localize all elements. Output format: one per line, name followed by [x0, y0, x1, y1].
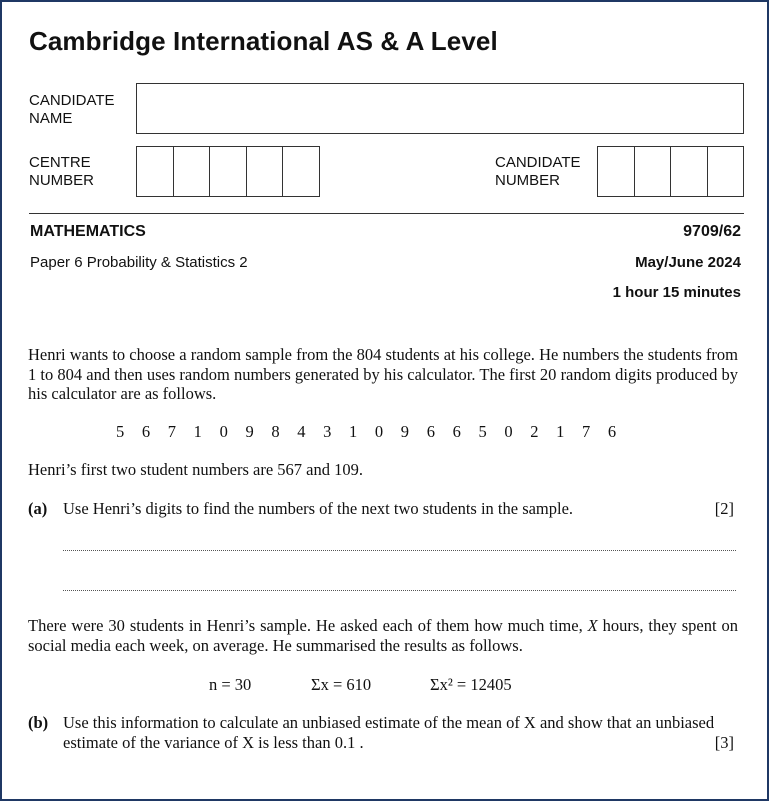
random-digit: 6 — [452, 422, 461, 441]
candidate-number-label — [495, 154, 581, 190]
candidate-name-label-line2: NAME — [29, 110, 73, 127]
candidate-number-label-line1: CANDIDATE — [495, 154, 581, 171]
random-digit: 5 — [116, 422, 125, 441]
candidate-number-digit-box[interactable] — [707, 147, 744, 196]
part-b-label: (b) — [28, 713, 49, 732]
candidate-name-label — [29, 92, 115, 128]
candidate-number-digit-box[interactable] — [598, 147, 634, 196]
answer-line[interactable] — [63, 590, 736, 591]
random-digit: 1 — [556, 422, 565, 441]
centre-number-digit-box[interactable] — [246, 147, 283, 196]
random-digit: 6 — [426, 422, 435, 441]
random-digit: 9 — [400, 422, 410, 441]
stat-sum-x-squared: Σx² = 12405 — [430, 675, 512, 694]
subject-name: MATHEMATICS — [30, 223, 146, 240]
survey-text-start: There were 30 students in Henri’s sample. He asked each of them how much time, — [28, 616, 588, 635]
stat-sum-x: Σx = 610 — [311, 675, 372, 694]
part-a-text: Use Henri’s digits to find the numbers of the next two students in the sample. — [63, 499, 574, 518]
answer-line[interactable] — [63, 550, 736, 551]
random-digit: 0 — [374, 422, 384, 441]
random-digit: 5 — [478, 422, 487, 441]
candidate-name-label-line1: CANDIDATE — [29, 92, 115, 109]
survey-text — [28, 616, 738, 655]
random-digit: 2 — [530, 422, 539, 441]
random-digit: 7 — [582, 422, 591, 441]
header-divider — [29, 213, 744, 214]
random-digit: 7 — [167, 422, 177, 441]
stat-n: n = 30 — [209, 675, 252, 694]
centre-number-digit-box[interactable] — [282, 147, 319, 196]
random-digit: 1 — [193, 422, 202, 441]
survey-text-end: hours, they spent on social media each week, on average. He summarised the results as follows. — [28, 616, 739, 655]
centre-number-digit-box[interactable] — [137, 147, 173, 196]
random-digits — [116, 422, 634, 442]
part-b-marks: [3] — [714, 733, 734, 752]
random-digit: 8 — [271, 422, 280, 441]
candidate-number-digit-box[interactable] — [634, 147, 671, 196]
candidate-name-field[interactable] — [136, 83, 744, 134]
part-b-text-line1: Use this information to calculate an unbiased estimate of the mean of X and show that an unbiased — [63, 713, 715, 732]
paper-title: Paper 6 Probability & Statistics 2 — [30, 254, 248, 271]
exam-session: May/June 2024 — [635, 254, 741, 271]
candidate-number-label-line2: NUMBER — [495, 172, 561, 189]
centre-number-digit-box[interactable] — [209, 147, 246, 196]
random-digit: 1 — [349, 422, 358, 441]
exam-duration: 1 hour 15 minutes — [612, 284, 741, 301]
random-digit: 6 — [607, 422, 617, 441]
random-digit: 0 — [219, 422, 228, 441]
centre-number-field[interactable] — [136, 146, 320, 197]
random-digit: 9 — [245, 422, 254, 441]
centre-number-label — [29, 154, 94, 190]
part-a-marks: [2] — [714, 499, 734, 518]
question-intro: Henri wants to choose a random sample from the 804 students at his college. He numbers the students from 1 to 804 and then uses random numbers generated by his calculator. The first 20 random digits produced by his calculator are as follows. — [28, 345, 738, 403]
random-digit: 4 — [297, 422, 306, 441]
centre-number-digit-box[interactable] — [173, 147, 210, 196]
part-b-text-line2: estimate of the variance of X is less than 0.1 . — [63, 733, 364, 752]
part-a-label: (a) — [28, 499, 48, 518]
candidate-number-digit-box[interactable] — [670, 147, 707, 196]
random-digit: 3 — [323, 422, 332, 441]
random-digit: 6 — [141, 422, 151, 441]
page-title: Cambridge International AS & A Level — [29, 26, 498, 56]
first-two-numbers: Henri’s first two student numbers are 567 and 109. — [28, 460, 363, 479]
centre-number-label-line2: NUMBER — [29, 172, 95, 189]
paper-code: 9709/62 — [683, 223, 741, 240]
survey-variable: X — [587, 616, 598, 635]
candidate-number-field[interactable] — [597, 146, 744, 197]
part-b-text — [63, 713, 714, 753]
random-digit: 0 — [504, 422, 513, 441]
centre-number-label-line1: CENTRE — [29, 154, 91, 171]
